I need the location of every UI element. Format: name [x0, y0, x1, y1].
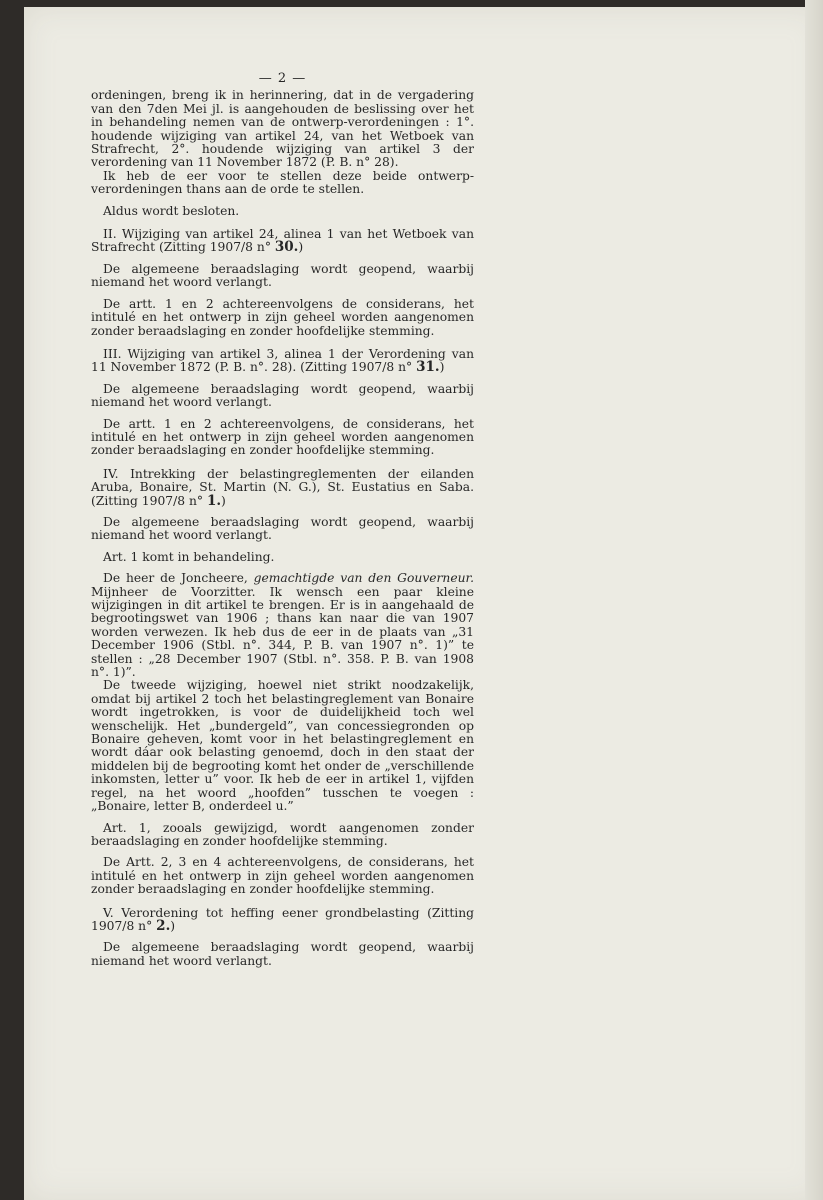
- paragraph: De tweede wijziging, hoewel niet strikt noodzakelijk, omdat bij artikel 2 toch het belastingreglement van Bonaire wordt ingetrokken, is voor de duidelijkheid toch wel wenschelijk. Het „bundergeld”, van concessiegronden op Bonaire geheven, komt voor in het belastingreglement en wordt dáar ook belasting genoemd, doch in den staat der middelen bij de begrooting komt het onder de „verschillende inkomsten, letter u” voor. Ik heb de eer in artikel 1, vijfden regel, na het woord „hoofden” tusschen te voegen : „Bonaire, letter B, onderdeel u.”: [91, 678, 474, 814]
- section-heading-text: V. Verordening tot heffing eener grondbelasting (Zitting 1907/8 n°: [91, 905, 474, 933]
- section-close: ): [298, 240, 304, 255]
- paragraph: Ik heb de eer voor te stellen deze beide ontwerp-verordeningen thans aan de orde te stellen.: [91, 168, 474, 197]
- speaker-name: De heer de Joncheere,: [103, 571, 248, 586]
- section-heading-text: II. Wijziging van artikel 24, alinea 1 van het Wetboek van Strafrecht (Zitting 1907/8 n°: [91, 227, 474, 255]
- section-heading: [91, 907, 474, 934]
- section-close: ): [439, 360, 445, 375]
- speech-paragraph: [91, 572, 474, 679]
- paragraph: De Artt. 2, 3 en 4 achtereenvolgens, de considerans, het intitulé en het ontwerp in zijn geheel worden aangenomen zonder beraadslaging en zonder hoofdelijke stemming.: [91, 855, 474, 897]
- speaker-role: gemachtigde van den Gouverneur.: [253, 571, 474, 586]
- paragraph: De artt. 1 en 2 achtereenvolgens de considerans, het intitulé en het ontwerp in zijn geheel worden aangenomen zonder beraadslaging en zonder hoofdelijke stemming.: [91, 296, 474, 338]
- paragraph: De algemeene beraadslaging wordt geopend, waarbij niemand het woord verlangt.: [91, 261, 474, 290]
- paragraph: Aldus wordt besloten.: [103, 203, 240, 218]
- paragraph: De algemeene beraadslaging wordt geopend, waarbij niemand het woord verlangt.: [91, 381, 474, 410]
- section-heading: [91, 468, 474, 508]
- paragraph: ordeningen, breng ik in herinnering, dat in de vergadering van den 7den Mei jl. is aangehouden de beslissing over het in behandeling nemen van de ontwerp-verordeningen : 1°. houdende wijziging van artikel 24, van het Wetboek van Strafrecht, 2°. houdende wijziging van artikel 3 der verordening van 11 November 1872 (P. B. n° 28).: [91, 88, 474, 170]
- section-close: ): [221, 493, 226, 508]
- document-page: [91, 72, 474, 968]
- page-edge: [805, 0, 823, 1200]
- section-heading-text: III. Wijziging van artikel 3, alinea 1 der Verordening van 11 November 1872 (P. B. n°. 28). (Zitting 1907/8 n°: [91, 346, 474, 375]
- page-number: — 2 —: [258, 71, 307, 86]
- section-close: ): [170, 918, 176, 933]
- section-number: 30.: [274, 239, 299, 256]
- paragraph: De algemeene beraadslaging wordt geopend, waarbij niemand het woord verlangt.: [91, 940, 474, 968]
- section-number: 2.: [156, 917, 171, 934]
- paragraph: Art. 1, zooals gewijzigd, wordt aangenomen zonder beraadslaging en zonder hoofdelijke stemming.: [91, 820, 474, 848]
- paragraph: Art. 1 komt in behandeling.: [103, 549, 275, 564]
- paragraph: De artt. 1 en 2 achtereenvolgens, de considerans, het intitulé en het ontwerp in zijn geheel worden aangenomen zonder beraadslaging en zonder hoofdelijke stemming.: [91, 416, 474, 458]
- speech-text: Mijnheer de Voorzitter. Ik wensch een paar kleine wijzigingen in dit artikel te brengen. Er is in aangehaald de begrootingswet van 1906 ; thans kan naar die van 1907 worden verwezen. Ik heb dus de eer in de plaats van „31 December 1906 (Stbl. n°. 344, P. B. van 1907 n°. 1)” te stellen : „28 December 1907 (Stbl. n°. 358. P. B. van 1908 n°. 1)”.: [91, 584, 474, 680]
- section-number: 1.: [206, 492, 222, 509]
- section-heading: [91, 348, 474, 375]
- section-heading-text: IV. Intrekking der belastingreglementen der eilanden Aruba, Bonaire, St. Martin (N. G.), St. Eustatius en Saba. (Zitting 1907/8 n°: [91, 466, 474, 508]
- section-number: 31.: [416, 359, 440, 376]
- section-heading: [91, 228, 474, 255]
- paragraph: De algemeene beraadslaging wordt geopend, waarbij niemand het woord verlangt.: [91, 514, 474, 543]
